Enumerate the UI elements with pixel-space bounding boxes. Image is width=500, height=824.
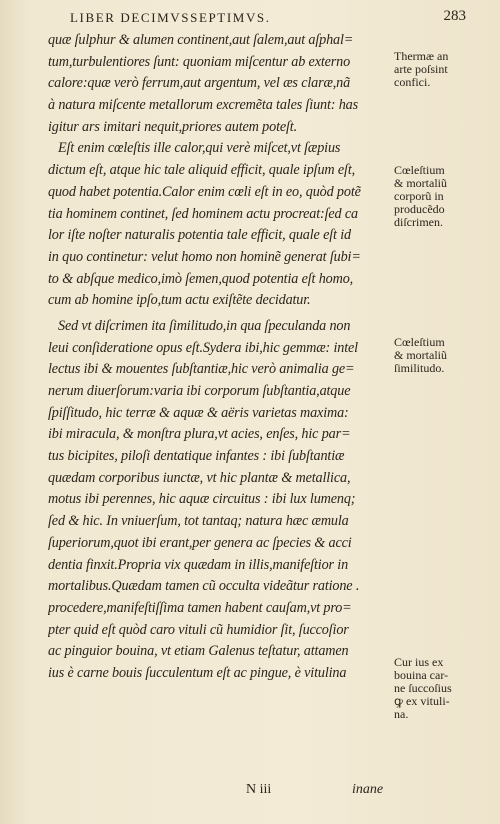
note-line: & mortaliũ bbox=[394, 349, 447, 362]
catchword: inane bbox=[352, 782, 384, 797]
text-line: ius è carne bouis ſucculentum eſt ac pingue, è vitulina bbox=[48, 664, 347, 681]
text-line: nerum diuerſorum:varia ibi corporum ſubſtantia,atque bbox=[48, 383, 351, 399]
text-line: pter quid eſt quòd caro vituli cũ humidior ſit, ſuccoſior bbox=[48, 621, 349, 638]
note-line: Cœleſtium bbox=[394, 164, 445, 177]
text-line: mortalibus.Quædam tamen cũ occulta videãtur ratione . bbox=[48, 578, 360, 595]
paragraph-start-line: Sed vt diſcrimen ita ſimilitudo,in qua ſpeculanda non bbox=[58, 317, 351, 334]
text-line: motus ibi perennes, hic aquæ circuitus : ibi lux lumenq; bbox=[48, 491, 356, 508]
text-line: dentia finxit.Propria vix quædam in illis,manifeſtior in bbox=[48, 556, 349, 573]
marginal-note-discrimen bbox=[394, 164, 490, 229]
page-header bbox=[40, 6, 480, 30]
note-line: arte poſsint bbox=[394, 63, 448, 76]
note-line: ſimilitudo. bbox=[394, 362, 445, 375]
text-line: to & abſque medico,imò ſemen,quod potentia eſt homo, bbox=[48, 270, 354, 287]
text-line: à natura miſcente metallorum excremẽta tales ſiunt: has bbox=[48, 97, 358, 114]
text-line: dictum eſt, atque hic tale aliquid efficit, quale ipſum eſt, bbox=[48, 162, 356, 179]
paragraph-start-line: Eſt enim cœleſtis ille calor,qui verè miſcet,vt ſæpius bbox=[58, 140, 341, 157]
text-line: calore:quæ verò ferrum,aut argentum, vel æs claræ,nã bbox=[48, 75, 351, 92]
marginal-note-similitudo bbox=[394, 336, 490, 375]
main-text-column bbox=[48, 30, 390, 790]
note-line: Cur ius ex bbox=[394, 656, 444, 669]
text-line: ſpiſſitudo, hic terræ & aquæ & aëris varietas maxima: bbox=[48, 404, 349, 421]
text-line: quæ ſulphur & alumen continent,aut ſalem,aut aſphal= bbox=[48, 32, 354, 48]
note-line: corporũ in bbox=[394, 190, 444, 203]
text-line: ac pinguior bouina, vt etiam Galenus teſtatur, attamen bbox=[48, 643, 349, 660]
text-line: ſed & hic. In vniuerſum, tot tantaq; natura hæc æmula bbox=[48, 513, 349, 530]
marginal-notes-column bbox=[394, 30, 490, 790]
text-line: ſuperiorum,quot ibi erant,per genera ac ſpecies & acci bbox=[48, 534, 352, 551]
text-line: tia hominem continet, ſed hominem actu procreat:ſed ca bbox=[48, 205, 358, 222]
signature-mark: N iii bbox=[246, 782, 272, 797]
text-line: ibi miracula, & monſtra plura,vt acies, enſes, hic par= bbox=[48, 426, 351, 443]
note-line: bouina car- bbox=[394, 669, 449, 682]
note-line: ꝙ ex vituli- bbox=[394, 695, 450, 708]
text-line: cum ab homine ipſo,tum actu exiſtẽte decidatur. bbox=[48, 292, 311, 309]
note-line: & mortaliũ bbox=[394, 177, 447, 190]
marginal-note-thermae bbox=[394, 50, 490, 89]
text-line: quod habet potentia.Calor enim cœli eſt in eo, quòd potẽ bbox=[48, 183, 361, 200]
note-line: confici. bbox=[394, 76, 431, 89]
text-line: in quo continetur: velut homo non hominẽ generat ſubi= bbox=[48, 248, 361, 265]
note-line: producẽdo bbox=[394, 203, 445, 216]
text-line: quædam corporibus iunctæ, vt hic plantæ & metallica, bbox=[48, 469, 351, 486]
note-line: ne ſuccoſius bbox=[394, 682, 452, 695]
note-line: na. bbox=[394, 708, 409, 721]
text-line: tum,turbulentiores ſunt: quoniam miſcentur ab externo bbox=[48, 53, 351, 70]
note-line: Cœleſtium bbox=[394, 336, 445, 349]
text-line: lor iſte noſter naturalis potentia tale efficit, quale eſt id bbox=[48, 227, 351, 244]
text-line: tus bicipites, piloſi dentatique infantes : ibi ſubſtantiæ bbox=[48, 448, 345, 465]
marginal-note-ius-bouina bbox=[394, 656, 490, 721]
running-head: LIBER DECIMVSSEPTIMVS. bbox=[70, 10, 271, 25]
page-footer bbox=[0, 782, 500, 802]
text-line: lectus ibi & mouentes ſubſtantiæ,hic verò animalia ge= bbox=[48, 361, 355, 378]
text-line: igitur ars imitari nequit,priores autem poteſt. bbox=[48, 118, 297, 135]
text-line: leui conſideratione opus eſt.Sydera ibi,hic gemmæ: intel bbox=[48, 339, 358, 356]
note-line: diſcrimen. bbox=[394, 216, 443, 229]
note-line: Thermæ an bbox=[394, 50, 449, 63]
text-line: procedere,manifeſtiſſima tamen habent cauſam,vt pro= bbox=[48, 599, 352, 616]
page-number: 283 bbox=[443, 8, 466, 24]
